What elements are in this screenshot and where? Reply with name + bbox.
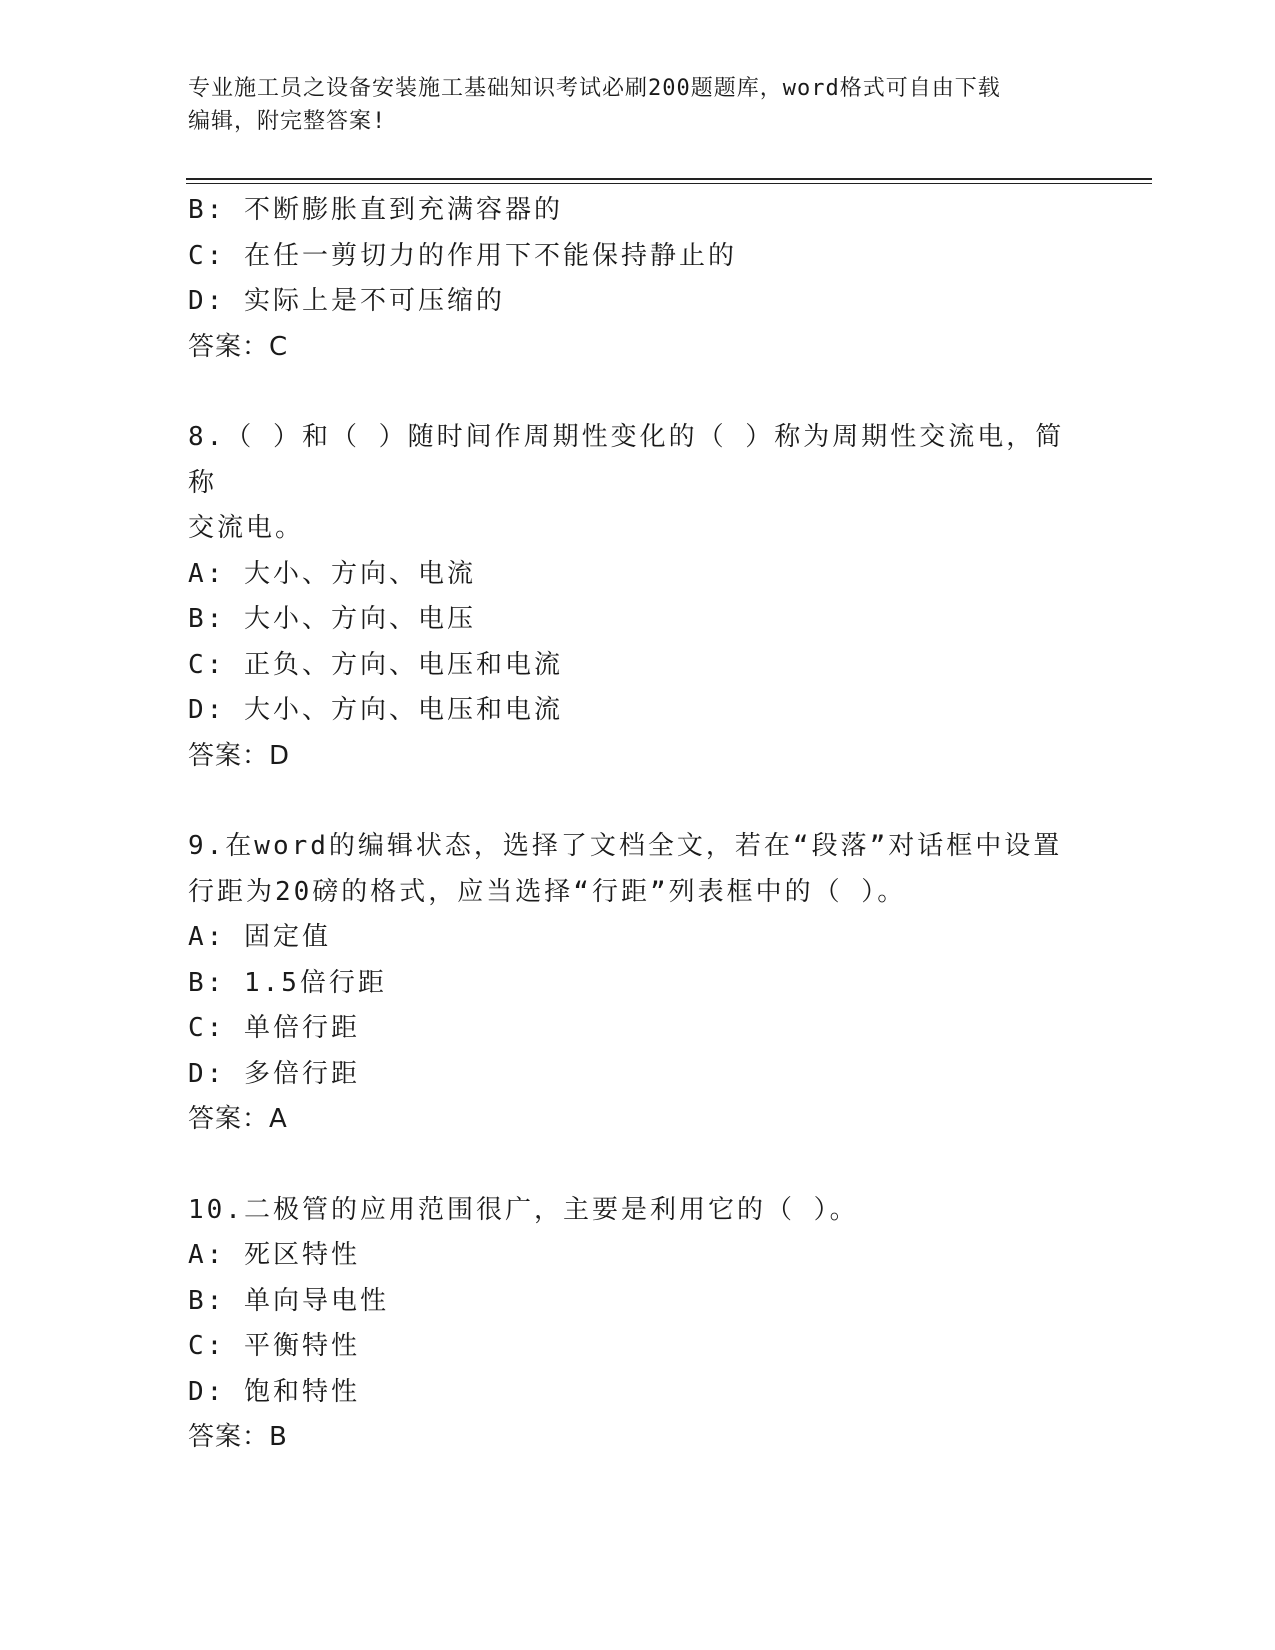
header-rule-thick (186, 178, 1152, 180)
header-title-line-1: 专业施工员之设备安装施工基础知识考试必刷200题题库，word格式可自由下载 (188, 76, 1001, 101)
q7-answer: 答案：C (188, 331, 289, 362)
q9-option-d: D: 多倍行距 (188, 1058, 360, 1089)
q9-stem-line-2: 行距为20磅的格式，应当选择“行距”列表框中的（ ）。 (188, 876, 907, 907)
q10-option-d: D: 饱和特性 (188, 1376, 360, 1407)
q8-option-b: B: 大小、方向、电压 (188, 604, 476, 634)
question-7 (188, 188, 1088, 370)
q8-answer: 答案：D (188, 740, 291, 771)
q8-stem-line-1: 8.（ ）和（ ）随时间作周期性变化的（ ）称为周期性交流电，简称 (188, 422, 1065, 498)
q8-option-a: A: 大小、方向、电流 (188, 558, 476, 589)
question-spacer (188, 1143, 1088, 1188)
q10-answer: 答案：B (188, 1422, 288, 1452)
q9-option-a: A: 固定值 (188, 922, 331, 952)
q8-option-c: C: 正负、方向、电压和电流 (188, 649, 563, 680)
q9-option-c: C: 单倍行距 (188, 1013, 360, 1043)
q9-option-b: B: 1.5倍行距 (188, 967, 387, 998)
q8-option-d: D: 大小、方向、电压和电流 (188, 695, 563, 725)
q10-option-c: C: 平衡特性 (188, 1331, 360, 1361)
header-title-line-2: 编辑，附完整答案! (188, 109, 387, 134)
q7-option-c: C: 在任一剪切力的作用下不能保持静止的 (188, 240, 737, 271)
q7-option-d: D: 实际上是不可压缩的 (188, 286, 505, 316)
q9-stem-line-1: 9.在word的编辑状态，选择了文档全文，若在“段落”对话框中设置 (188, 831, 1063, 861)
q7-option-b: B: 不断膨胀直到充满容器的 (188, 195, 563, 225)
q10-option-b: B: 单向导电性 (188, 1285, 389, 1316)
q9-answer: 答案：A (188, 1104, 288, 1134)
q8-stem-line-2: 交流电。 (188, 513, 305, 543)
header-rule-thin (186, 183, 1152, 184)
q10-stem: 10.二极管的应用范围很广，主要是利用它的（ ）。 (188, 1194, 859, 1225)
document-header (188, 72, 1068, 138)
question-10 (188, 1188, 1088, 1461)
question-list (188, 188, 1088, 1461)
question-spacer (188, 779, 1088, 824)
question-spacer (188, 370, 1088, 415)
question-8 (188, 415, 1088, 779)
question-9 (188, 824, 1088, 1143)
q10-option-a: A: 死区特性 (188, 1240, 360, 1270)
